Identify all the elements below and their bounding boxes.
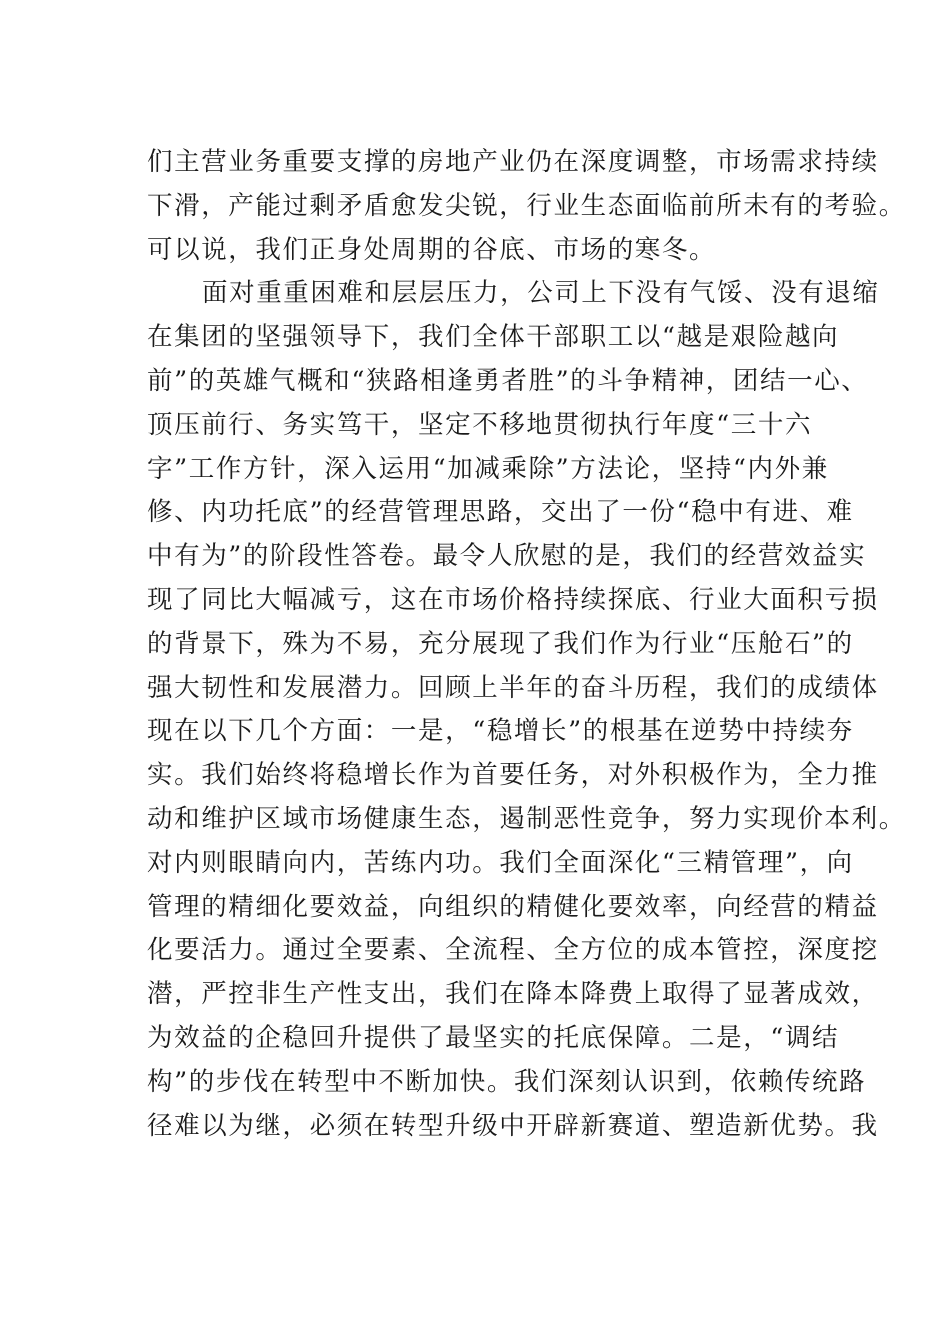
text-line: 们主营业务重要支撑的房地产业仍在深度调整，市场需求持续 (147, 147, 879, 177)
text-line: 中有为”的阶段性答卷。最令人欣慰的是，我们的经营效益实 (147, 541, 867, 572)
text-line: 对内则眼睛向内，苦练内功。我们全面深化“三精管理”，向 (147, 847, 854, 878)
text-line: 化要活力。通过全要素、全流程、全方位的成本管控，深度挖 (147, 935, 879, 966)
text-line: 的背景下，殊为不易，充分展现了我们作为行业“压舱石”的 (147, 628, 854, 659)
text-line: 管理的精细化要效益，向组织的精健化要效率，向经营的精益 (147, 891, 879, 922)
text-line: 现了同比大幅减亏，这在市场价格持续探底、行业大面积亏损 (147, 584, 879, 615)
text-line: 实。我们始终将稳增长作为首要任务，对外积极作为，全力推 (147, 760, 879, 791)
text-line: 构”的步伐在转型中不断加快。我们深刻认识到，依赖传统路 (147, 1066, 867, 1097)
text-line: 潜，严控非生产性支出，我们在降本降费上取得了显著成效， (147, 979, 879, 1010)
text-line: 现在以下几个方面：一是，“稳增长”的根基在逆势中持续夯 (147, 716, 854, 747)
body-text (147, 141, 906, 1148)
text-line: 修、内功托底”的经营管理思路，交出了一份“稳中有进、难 (147, 497, 854, 528)
text-line: 径难以为继，必须在转型升级中开辟新赛道、塑造新优势。我 (147, 1110, 879, 1141)
text-line: 可以说，我们正身处周期的谷底、市场的寒冬。 (147, 234, 717, 265)
text-line: 为效益的企稳回升提供了最坚实的托底保障。二是，“调结 (147, 1022, 840, 1053)
paragraph-start-line: 面对重重困难和层层压力，公司上下没有气馁、没有退缩 (202, 278, 880, 309)
text-line: 下滑，产能过剩矛盾愈发尖锐，行业生态面临前所未有的考验。 (147, 190, 906, 221)
text-line: 动和维护区域市场健康生态，遏制恶性竞争，努力实现价本利。 (147, 803, 906, 834)
text-line: 字”工作方针，深入运用“加减乘除”方法论，坚持“内外兼 (147, 453, 829, 484)
text-line: 在集团的坚强领导下，我们全体干部职工以“越是艰险越向 (147, 322, 840, 353)
text-line: 前”的英雄气概和“狭路相逢勇者胜”的斗争精神，团结一心、 (147, 365, 869, 396)
text-line: 顶压前行、务实笃干，坚定不移地贯彻执行年度“三十六 (147, 409, 813, 440)
text-line: 强大韧性和发展潜力。回顾上半年的奋斗历程，我们的成绩体 (147, 672, 879, 703)
